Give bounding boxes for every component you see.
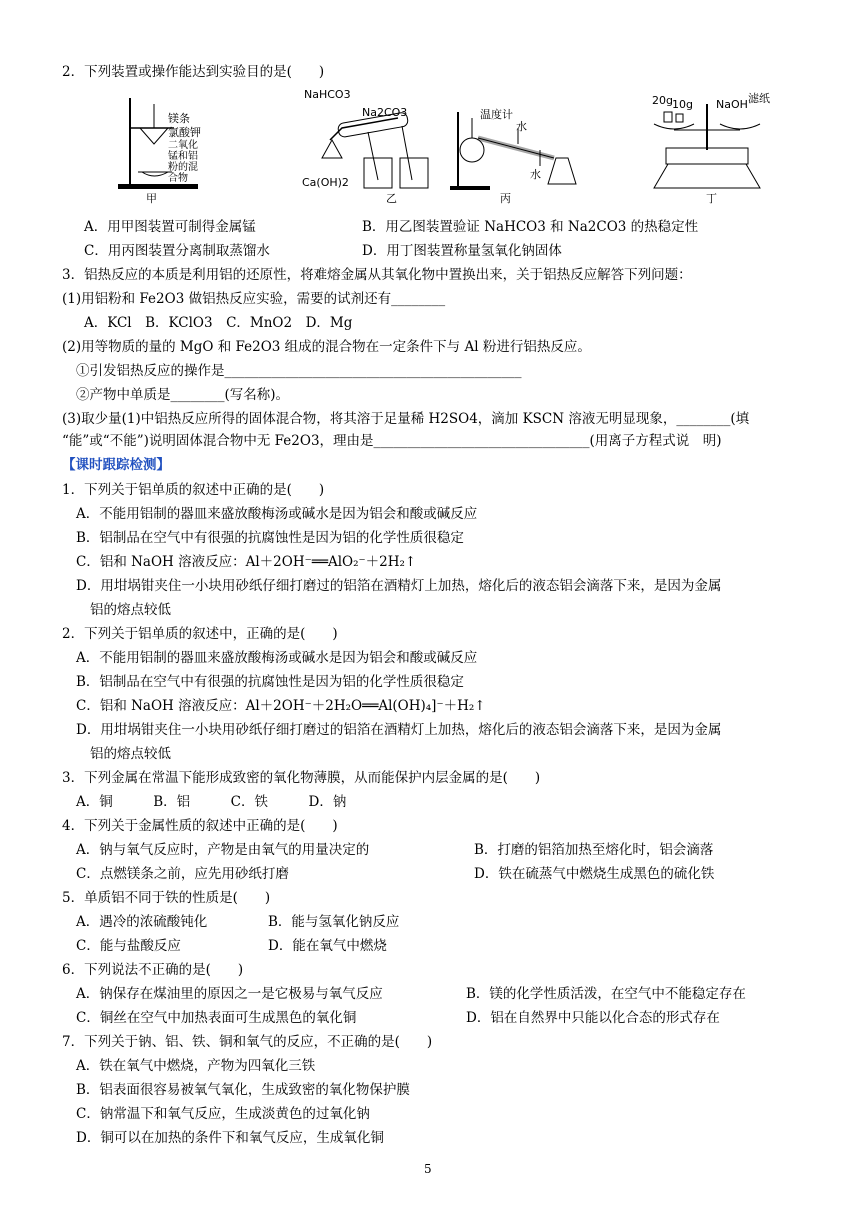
t2-option-d: D．用坩埚钳夹住一小块用砂纸仔细打磨过的铝箔在酒精灯上加热，熔化后的液态铝会滴落下来，是因为金属 bbox=[76, 722, 722, 738]
t2-option-a: A．不能用铝制的器皿来盛放酸梅汤或碱水是因为铝会和酸或碱反应 bbox=[76, 650, 478, 666]
label-mix: 二氧化锰和铝粉的混合物 bbox=[168, 140, 198, 184]
label-shui2: 水 bbox=[530, 168, 541, 181]
label-yi: 乙 bbox=[386, 192, 397, 205]
page-number: 5 bbox=[424, 1162, 432, 1176]
t4-option-d: D．铁在硫蒸气中燃烧生成黑色的硫化铁 bbox=[474, 866, 715, 882]
label-wendu: 温度计 bbox=[480, 108, 513, 121]
t4-option-a: A．钠与氧气反应时，产物是由氧气的用量决定的 bbox=[76, 842, 370, 858]
figure-bing bbox=[448, 88, 588, 208]
t7-option-d: D．铜可以在加热的条件下和氧气反应，生成氧化铜 bbox=[76, 1130, 384, 1146]
q3-part1: (1)用铝粉和 Fe2O3 做铝热反应实验，需要的试剂还有________ bbox=[62, 291, 446, 307]
label-caoh2: Ca(OH)2 bbox=[302, 176, 349, 189]
t2-option-b: B．铝制品在空气中有很强的抗腐蚀性是因为铝的化学性质很稳定 bbox=[76, 674, 464, 690]
t5-option-b: B．能与氢氧化钠反应 bbox=[268, 914, 400, 930]
label-ding: 丁 bbox=[706, 192, 717, 205]
t6-option-c: C．铜丝在空气中加热表面可生成黑色的氧化铜 bbox=[76, 1010, 357, 1026]
q3-part3-line1: (3)取少量(1)中铝热反应所得的固体混合物，将其溶于足量稀 H2SO4，滴加 KSCN 溶液无明显现象，________(填 bbox=[62, 411, 750, 427]
q3-part3-line2: “能”或“不能”)说明固体混合物中无 Fe2O3，理由是________________________________(用离子方程式说 明) bbox=[62, 433, 722, 449]
section-title: 【课时跟踪检测】 bbox=[62, 457, 170, 473]
t3-options: A．铜 B．铝 C．铁 D．钠 bbox=[76, 794, 347, 810]
label-lv-suan-jia: 氯酸钾 bbox=[168, 126, 201, 139]
t6-option-d: D．铝在自然界中只能以化合态的形式存在 bbox=[466, 1010, 720, 1026]
label-bing: 丙 bbox=[500, 192, 511, 205]
label-na2co3: Na2CO3 bbox=[362, 106, 408, 119]
t2-stem: 2．下列关于铝单质的叙述中，正确的是( ) bbox=[62, 626, 338, 642]
q3-part2-a: ①引发铝热反应的操作是____________________________________________ bbox=[76, 363, 522, 379]
t1-stem: 1．下列关于铝单质的叙述中正确的是( ) bbox=[62, 482, 325, 498]
t1-option-c: C．铝和 NaOH 溶液反应：Al＋2OH⁻══AlO₂⁻＋2H₂↑ bbox=[76, 554, 417, 570]
label-nahco3: NaHCO3 bbox=[304, 88, 351, 101]
t7-option-c: C．钠常温下和氧气反应，生成淡黄色的过氧化钠 bbox=[76, 1106, 370, 1122]
label-w10: 10g bbox=[672, 98, 693, 111]
q2-option-d: D．用丁图装置称量氢氧化钠固体 bbox=[362, 243, 562, 259]
t4-stem: 4．下列关于金属性质的叙述中正确的是( ) bbox=[62, 818, 338, 834]
label-shui1: 水 bbox=[516, 120, 527, 133]
t6-stem: 6．下列说法不正确的是( ) bbox=[62, 962, 244, 978]
q2-stem: 2．下列装置或操作能达到实验目的是( ) bbox=[62, 64, 325, 80]
t5-option-a: A．遇冷的浓硫酸钝化 bbox=[76, 914, 208, 930]
t6-option-a: A．钠保存在煤油里的原因之一是它极易与氧气反应 bbox=[76, 986, 383, 1002]
t2-option-c: C．铝和 NaOH 溶液反应：Al＋2OH⁻＋2H₂O══Al(OH)₄]⁻＋H₂↑ bbox=[76, 698, 486, 714]
t7-option-b: B．铝表面很容易被氧气氧化，生成致密的氧化物保护膜 bbox=[76, 1082, 410, 1098]
t5-stem: 5．单质铝不同于铁的性质是( ) bbox=[62, 890, 271, 906]
label-naoh: NaOH bbox=[716, 98, 748, 111]
t2-option-d-cont: 铝的熔点较低 bbox=[90, 746, 171, 762]
t1-option-b: B．铝制品在空气中有很强的抗腐蚀性是因为铝的化学性质很稳定 bbox=[76, 530, 464, 546]
label-lvzhi: 滤纸 bbox=[748, 92, 770, 105]
t4-option-b: B．打磨的铝箔加热至熔化时，铝会滴落 bbox=[474, 842, 714, 858]
q3-part2-b: ②产物中单质是________(写名称)。 bbox=[76, 387, 290, 403]
label-jia: 甲 bbox=[146, 192, 157, 205]
t1-option-d: D．用坩埚钳夹住一小块用砂纸仔细打磨过的铝箔在酒精灯上加热，熔化后的液态铝会滴落下来，是因为金属 bbox=[76, 578, 722, 594]
t5-option-d: D．能在氧气中燃烧 bbox=[268, 938, 387, 954]
t7-option-a: A．铁在氧气中燃烧，产物为四氧化三铁 bbox=[76, 1058, 316, 1074]
label-mei-tiao: 镁条 bbox=[168, 112, 190, 125]
t5-option-c: C．能与盐酸反应 bbox=[76, 938, 181, 954]
t7-stem: 7．下列关于钠、铝、铁、铜和氧气的反应，不正确的是( ) bbox=[62, 1034, 433, 1050]
q3-stem: 3．铝热反应的本质是利用铝的还原性，将难熔金属从其氧化物中置换出来，关于铝热反应解答下列问题： bbox=[62, 267, 692, 283]
t4-option-c: C．点燃镁条之前，应先用砂纸打磨 bbox=[76, 866, 289, 882]
apparatus-figures bbox=[112, 88, 792, 208]
t1-option-d-cont: 铝的熔点较低 bbox=[90, 602, 171, 618]
q2-option-c: C．用丙图装置分离制取蒸馏水 bbox=[84, 243, 270, 259]
label-w20: 20g bbox=[652, 94, 673, 107]
q3-part2: (2)用等物质的量的 MgO 和 Fe2O3 组成的混合物在一定条件下与 Al 粉进行铝热反应。 bbox=[62, 339, 591, 355]
t1-option-a: A．不能用铝制的器皿来盛放酸梅汤或碱水是因为铝会和酸或碱反应 bbox=[76, 506, 478, 522]
q3-part1-options: A．KCl B．KClO3 C．MnO2 D．Mg bbox=[84, 315, 353, 331]
t6-option-b: B．镁的化学性质活泼，在空气中不能稳定存在 bbox=[466, 986, 746, 1002]
q2-option-a: A．用甲图装置可制得金属锰 bbox=[84, 219, 256, 235]
t3-stem: 3．下列金属在常温下能形成致密的氧化物薄膜，从而能保护内层金属的是( ) bbox=[62, 770, 541, 786]
q2-option-b: B．用乙图装置验证 NaHCO3 和 Na2CO3 的热稳定性 bbox=[362, 219, 699, 235]
